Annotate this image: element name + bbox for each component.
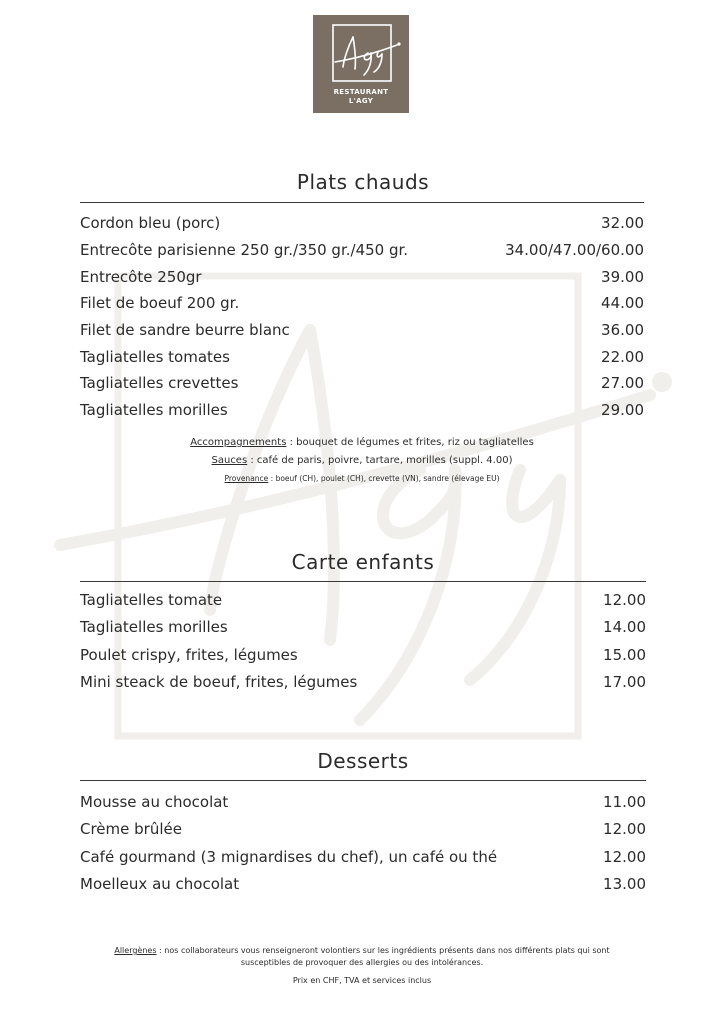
prix-note — [0, 976, 724, 985]
menu-item — [80, 214, 644, 232]
item-name: Tagliatelles tomate — [80, 591, 223, 609]
note-label: Accompagnements — [190, 437, 287, 448]
item-price: 14.00 — [603, 618, 646, 636]
menu-item — [80, 591, 646, 609]
menu-item — [80, 321, 644, 339]
provenance-note — [0, 474, 724, 483]
menu-item — [80, 793, 646, 811]
item-price: 34.00/47.00/60.00 — [505, 241, 644, 259]
note-label: Provenance — [224, 474, 269, 483]
item-name: Mini steack de boeuf, frites, légumes — [80, 673, 358, 691]
item-price: 12.00 — [603, 848, 646, 866]
section-title-desserts: Desserts — [317, 749, 409, 773]
divider — [80, 581, 646, 582]
note-text: : bouquet de légumes et frites, riz ou tagliatelles — [286, 437, 534, 448]
item-name: Entrecôte parisienne 250 gr./350 gr./450 gr. — [80, 241, 409, 259]
item-name: Tagliatelles crevettes — [80, 374, 239, 392]
menu-item — [80, 618, 646, 636]
menu-item — [80, 268, 644, 286]
item-name: Café gourmand (3 mignardises du chef), un café ou thé — [80, 848, 498, 866]
menu-item — [80, 294, 644, 312]
item-price: 36.00 — [601, 321, 644, 339]
menu-item — [80, 875, 646, 893]
item-price: 11.00 — [603, 793, 646, 811]
divider — [80, 780, 646, 781]
accompagnements-note — [0, 437, 724, 448]
item-price: 29.00 — [601, 401, 644, 419]
item-name: Cordon bleu (porc) — [80, 214, 221, 232]
item-price: 44.00 — [601, 294, 644, 312]
item-name: Tagliatelles tomates — [80, 348, 230, 366]
item-name: Filet de sandre beurre blanc — [80, 321, 290, 339]
item-price: 12.00 — [603, 820, 646, 838]
allergenes-note-line2 — [0, 958, 724, 967]
item-name: Tagliatelles morilles — [80, 618, 228, 636]
item-price: 15.00 — [603, 646, 646, 664]
menu-item — [80, 348, 644, 366]
menu-item — [80, 374, 644, 392]
menu-item — [80, 848, 646, 866]
item-name: Moelleux au chocolat — [80, 875, 240, 893]
note-label: Sauces — [211, 455, 248, 466]
item-price: 12.00 — [603, 591, 646, 609]
item-name: Entrecôte 250gr — [80, 268, 202, 286]
item-price: 27.00 — [601, 374, 644, 392]
menu-item — [80, 241, 644, 259]
item-price: 17.00 — [603, 673, 646, 691]
item-price: 39.00 — [601, 268, 644, 286]
item-name: Mousse au chocolat — [80, 793, 229, 811]
item-name: Poulet crispy, frites, légumes — [80, 646, 298, 664]
sauces-note — [0, 455, 724, 466]
note-text: : boeuf (CH), poulet (CH), crevette (VN), sandre (élevage EU) — [268, 474, 500, 483]
menu-item — [80, 673, 646, 691]
logo-name-label: L'AGY — [348, 97, 374, 105]
note-text: : café de paris, poivre, tartare, morilles (suppl. 4.00) — [247, 455, 513, 466]
item-name: Crème brûlée — [80, 820, 182, 838]
restaurant-logo — [313, 15, 409, 113]
allergenes-note — [0, 946, 724, 955]
item-price: 22.00 — [601, 348, 644, 366]
item-name: Filet de boeuf 200 gr. — [80, 294, 240, 312]
note-text: Prix en CHF, TVA et services inclus — [292, 976, 432, 985]
menu-item — [80, 401, 644, 419]
section-title-plats-chauds: Plats chauds — [296, 170, 430, 194]
carte-enfants-section — [80, 550, 646, 574]
note-label: Allergènes — [114, 946, 157, 955]
desserts-section — [80, 749, 646, 773]
menu-item — [80, 646, 646, 664]
item-name: Tagliatelles morilles — [80, 401, 228, 419]
menu-item — [80, 820, 646, 838]
logo-restaurant-label: RESTAURANT — [333, 88, 389, 96]
note-text: : nos collaborateurs vous renseigneront volontiers sur les ingrédients présents dans nos différents plats qui sont — [156, 946, 610, 955]
section-title-carte-enfants: Carte enfants — [291, 550, 435, 574]
note-text: susceptibles de provoquer des allergies ou des intolérances. — [240, 958, 484, 967]
item-price: 13.00 — [603, 875, 646, 893]
divider — [80, 202, 644, 203]
item-price: 32.00 — [601, 214, 644, 232]
plats-chauds-section — [80, 170, 646, 194]
